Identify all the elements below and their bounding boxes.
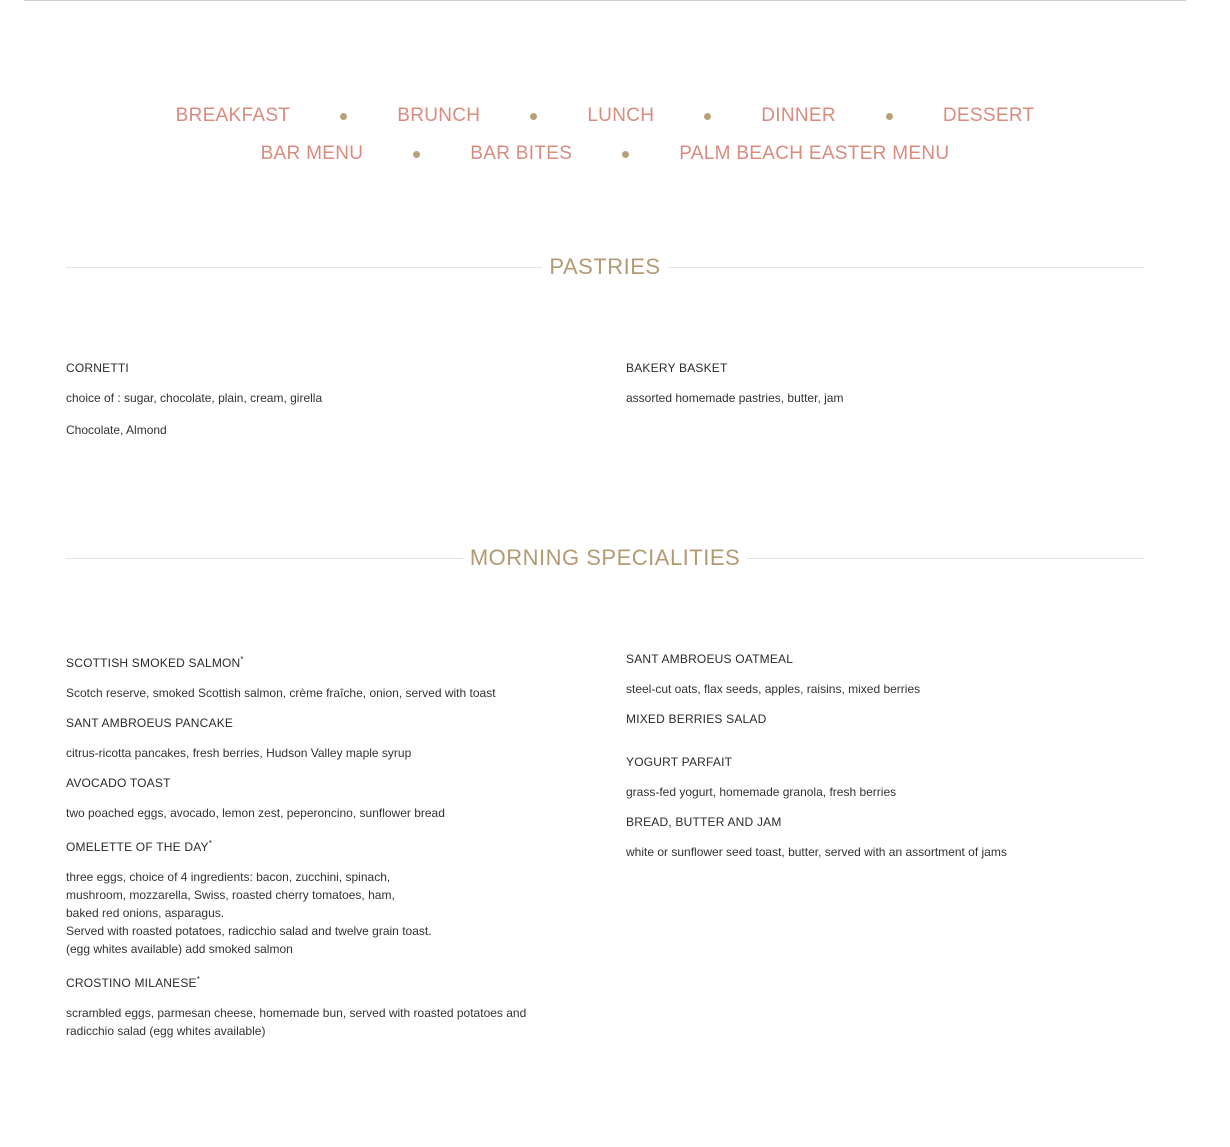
menu-item-description: citrus-ricotta pancakes, fresh berries, Hudson Valley maple syrup (66, 746, 412, 760)
menu-item-name (66, 972, 586, 991)
nav-link-bar-menu[interactable]: BAR MENU (260, 143, 364, 164)
menu-item-description-line: radicchio salad (egg whites available) (66, 1024, 266, 1038)
menu-item (66, 836, 586, 958)
menu-item-name-text: CROSTINO MILANESE (66, 976, 197, 990)
raw-item-asterisk: * (196, 975, 201, 984)
menu-item-description: grass-fed yogurt, homemade granola, fresh berries (626, 785, 897, 799)
menu-item (66, 716, 586, 762)
nav-link-bar-bites[interactable]: BAR BITES (470, 143, 573, 164)
nav-link-breakfast[interactable]: BREAKFAST (175, 105, 291, 126)
menu-item (626, 712, 1166, 727)
nav-link-brunch[interactable]: BRUNCH (397, 105, 481, 126)
nav-link-lunch[interactable]: LUNCH (587, 105, 655, 126)
separator-dot (340, 113, 347, 120)
menu-item-description: two poached eggs, avocado, lemon zest, peperoncino, sunflower bread (66, 806, 445, 820)
menu-item-name: BAKERY BASKET (626, 361, 728, 375)
menu-item (626, 361, 1126, 407)
menu-item-description-line: three eggs, choice of 4 ingredients: bacon, zucchini, spinach, (66, 870, 391, 884)
raw-item-asterisk: * (208, 839, 213, 848)
separator-dot (704, 113, 711, 120)
nav-link-dinner[interactable]: DINNER (761, 105, 836, 126)
menu-item-name: MIXED BERRIES SALAD (626, 712, 767, 726)
divider-line (66, 267, 542, 268)
menu-item-description-line: Served with roasted potatoes, radicchio salad and twelve grain toast. (66, 924, 432, 938)
menu-item (626, 755, 1166, 801)
menu-item-name (66, 652, 586, 671)
nav-row-primary (0, 100, 1210, 132)
menu-item-name (66, 836, 586, 855)
menu-item-name: YOGURT PARFAIT (626, 755, 733, 769)
menu-item-name-text: SCOTTISH SMOKED SALMON (66, 656, 241, 670)
menu-item (66, 652, 586, 702)
menu-item-description-line: baked red onions, asparagus. (66, 906, 225, 920)
menu-item-name: AVOCADO TOAST (66, 776, 171, 790)
separator-dot (886, 113, 893, 120)
menu-item (66, 361, 566, 439)
divider-line (747, 558, 1144, 559)
separator-dot (413, 151, 420, 158)
pastries-section-header (66, 251, 1144, 283)
menu-item (66, 776, 586, 822)
menu-item-description-line: (egg whites available) add smoked salmon (66, 942, 293, 956)
raw-item-asterisk: * (240, 655, 244, 664)
menu-item-description: choice of : sugar, chocolate, plain, cream, girella (66, 391, 323, 405)
pastries-left-column (66, 361, 566, 453)
menu-item-description: Scotch reserve, smoked Scottish salmon, crème fraîche, onion, served with toast (66, 686, 496, 700)
menu-category-nav (0, 100, 1210, 176)
menu-item-note: Chocolate, Almond (66, 423, 167, 437)
nav-link-palm-beach-easter-menu[interactable]: PALM BEACH EASTER MENU (679, 143, 950, 164)
pastries-right-column (626, 361, 1126, 421)
menu-item-name-text: OMELETTE OF THE DAY (66, 840, 209, 854)
menu-item-name: SANT AMBROEUS PANCAKE (66, 716, 234, 730)
menu-item-description: white or sunflower seed toast, butter, served with an assortment of jams (626, 845, 1007, 859)
menu-item (626, 815, 1166, 861)
section-title: MORNING SPECIALITIES (469, 545, 741, 570)
morning-right-column (626, 652, 1166, 875)
nav-row-secondary (0, 138, 1210, 170)
morning-specialities-section-header (66, 542, 1144, 574)
menu-item-name: CORNETTI (66, 361, 129, 375)
menu-item-name: BREAD, BUTTER AND JAM (626, 815, 782, 829)
menu-item (626, 652, 1166, 698)
menu-item (66, 972, 586, 1040)
section-title: PASTRIES (549, 254, 661, 279)
nav-link-dessert[interactable]: DESSERT (942, 105, 1035, 126)
menu-item-description-line: scrambled eggs, parmesan cheese, homemade bun, served with roasted potatoes and (66, 1006, 527, 1020)
separator-dot (530, 113, 537, 120)
morning-left-column (66, 652, 586, 1054)
menu-item-description-line: mushroom, mozzarella, Swiss, roasted cherry tomatoes, ham, (66, 888, 395, 902)
divider-line (668, 267, 1144, 268)
menu-item-description: steel-cut oats, flax seeds, apples, raisins, mixed berries (626, 682, 921, 696)
menu-item-name: SANT AMBROEUS OATMEAL (626, 652, 794, 666)
divider-line (66, 558, 463, 559)
top-divider (24, 0, 1186, 1)
separator-dot (622, 151, 629, 158)
menu-item-description: assorted homemade pastries, butter, jam (626, 391, 844, 405)
